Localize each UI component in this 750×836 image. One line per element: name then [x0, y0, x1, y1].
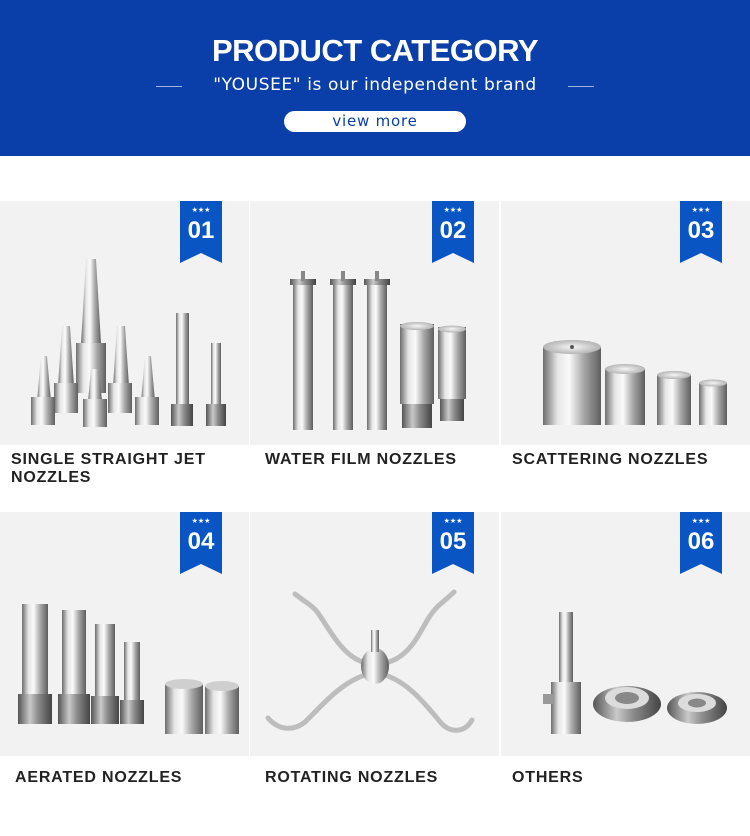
- category-label: ROTATING NOZZLES: [265, 769, 439, 786]
- badge-01: ★★★ 01: [180, 201, 222, 263]
- svg-text:★★★: ★★★: [191, 206, 211, 214]
- badge-02: ★★★ 02: [432, 201, 474, 263]
- svg-text:★★★: ★★★: [691, 206, 711, 214]
- category-label: AERATED NOZZLES: [15, 769, 183, 786]
- badge-05: ★★★ 05: [432, 512, 474, 574]
- header-banner: [0, 0, 750, 156]
- category-label: WATER FILM NOZZLES: [265, 451, 457, 468]
- category-label: OTHERS: [512, 769, 584, 786]
- svg-text:★★★: ★★★: [443, 517, 463, 525]
- divider-right: [568, 86, 594, 87]
- badge-06: ★★★ 06: [680, 512, 722, 574]
- svg-text:★★★: ★★★: [691, 517, 711, 525]
- category-label: SCATTERING NOZZLES: [512, 451, 709, 468]
- svg-text:★★★: ★★★: [443, 206, 463, 214]
- brand-subtitle: "YOUSEE" is our independent brand: [213, 75, 537, 95]
- view-more-button[interactable]: view more: [284, 111, 466, 132]
- category-label: SINGLE STRAIGHT JET NOZZLES: [11, 451, 206, 486]
- badge-04: ★★★ 04: [180, 512, 222, 574]
- badge-03: ★★★ 03: [680, 201, 722, 263]
- page-title: PRODUCT CATEGORY: [211, 33, 539, 68]
- svg-text:★★★: ★★★: [191, 517, 211, 525]
